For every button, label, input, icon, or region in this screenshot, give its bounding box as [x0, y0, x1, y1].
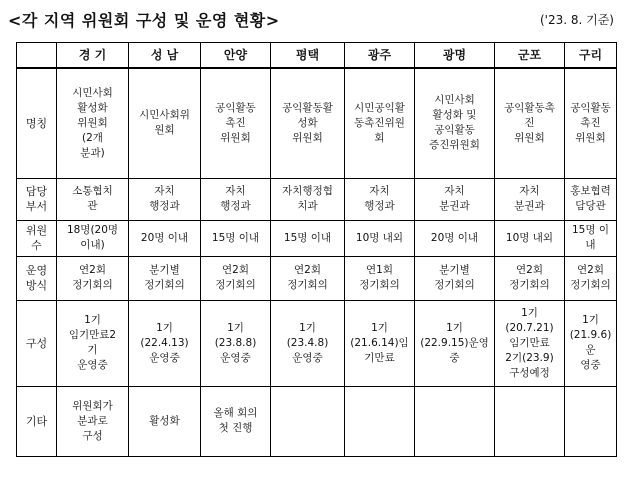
table-cell: 자치 행정과	[129, 178, 201, 220]
table-cell: 18명(20명 이내)	[57, 220, 129, 256]
row-header: 명칭	[17, 68, 57, 178]
table-cell: 홍보협력 담당관	[565, 178, 617, 220]
table-cell: 15명 이내	[271, 220, 345, 256]
table-row	[17, 220, 617, 256]
table-cell: 자치행정협 치과	[271, 178, 345, 220]
table-cell: 10명 내외	[495, 220, 565, 256]
table-cell: 올해 회의 첫 진행	[201, 386, 271, 456]
table-cell: 연2회 정기회의	[495, 256, 565, 300]
table-row	[17, 178, 617, 220]
column-header: 군포	[495, 43, 565, 69]
table-cell: 연2회 정기회의	[271, 256, 345, 300]
table-cell: 연1회 정기회의	[345, 256, 415, 300]
table-cell: 1기 (23.8.8) 운영중	[201, 300, 271, 386]
table-cell: 1기 (23.4.8) 운영중	[271, 300, 345, 386]
table-cell: 20명 이내	[415, 220, 495, 256]
table-row	[17, 300, 617, 386]
table-cell: 1기 (22.4.13) 운영중	[129, 300, 201, 386]
table-cell: 위원회가 분과로 구성	[57, 386, 129, 456]
table-cell	[345, 386, 415, 456]
table-cell: 연2회 정기회의	[565, 256, 617, 300]
page-title: <각 지역 위원회 구성 및 운영 현황>	[8, 11, 280, 30]
table-cell: 10명 내외	[345, 220, 415, 256]
table-cell: 15명 이내	[565, 220, 617, 256]
table-row	[17, 68, 617, 178]
table-cell	[565, 386, 617, 456]
table-cell: 연2회 정기회의	[201, 256, 271, 300]
table-cell	[271, 386, 345, 456]
table-cell: 시민사회 활성화 및 공익활동 증진위원회	[415, 68, 495, 178]
header-row	[17, 43, 617, 69]
column-header: 안양	[201, 43, 271, 69]
table-row	[17, 256, 617, 300]
header-corner	[17, 43, 57, 69]
column-header: 광주	[345, 43, 415, 69]
table-cell: 공익활동촉 진 위원회	[495, 68, 565, 178]
table-cell: 활성화	[129, 386, 201, 456]
table-cell: 소통협치 관	[57, 178, 129, 220]
row-header: 운영 방식	[17, 256, 57, 300]
table-cell: 자치 행정과	[345, 178, 415, 220]
column-header: 광명	[415, 43, 495, 69]
table-cell: 공익활동 촉진 위원회	[201, 68, 271, 178]
row-header: 담당 부서	[17, 178, 57, 220]
committee-table	[16, 42, 617, 457]
table-cell: 공익활동 촉진 위원회	[565, 68, 617, 178]
table-cell	[415, 386, 495, 456]
row-header: 구성	[17, 300, 57, 386]
table-cell: 자치 분권과	[415, 178, 495, 220]
table-cell: 1기 (22.9.15)운영 중	[415, 300, 495, 386]
table-cell: 1기 (21.6.14)임 기만료	[345, 300, 415, 386]
table-cell: 분기별 정기회의	[415, 256, 495, 300]
table-cell: 20명 이내	[129, 220, 201, 256]
table-cell: 분기별 정기회의	[129, 256, 201, 300]
table-cell: 15명 이내	[201, 220, 271, 256]
table-cell: 1기 (20.7.21) 임기만료 2기(23.9) 구성예정	[495, 300, 565, 386]
table-cell: 시민사회 활성화 위원회 (2개 분과)	[57, 68, 129, 178]
table-cell: 1기 (21.9.6)운 영중	[565, 300, 617, 386]
row-header: 위원 수	[17, 220, 57, 256]
column-header: 구리	[565, 43, 617, 69]
table-cell: 자치 행정과	[201, 178, 271, 220]
column-header: 평택	[271, 43, 345, 69]
table-cell: 시민사회위 원회	[129, 68, 201, 178]
table-cell	[495, 386, 565, 456]
table-row	[17, 386, 617, 456]
table-cell: 자치 분권과	[495, 178, 565, 220]
column-header: 성 남	[129, 43, 201, 69]
date-note: ('23. 8. 기준)	[539, 13, 614, 27]
column-header: 경 기	[57, 43, 129, 69]
table-cell: 연2회 정기회의	[57, 256, 129, 300]
table-cell: 공익활동활 성화 위원회	[271, 68, 345, 178]
row-header: 기타	[17, 386, 57, 456]
table-cell: 1기 임기만료2 기 운영중	[57, 300, 129, 386]
table-cell: 시민공익활 동촉진위원 회	[345, 68, 415, 178]
